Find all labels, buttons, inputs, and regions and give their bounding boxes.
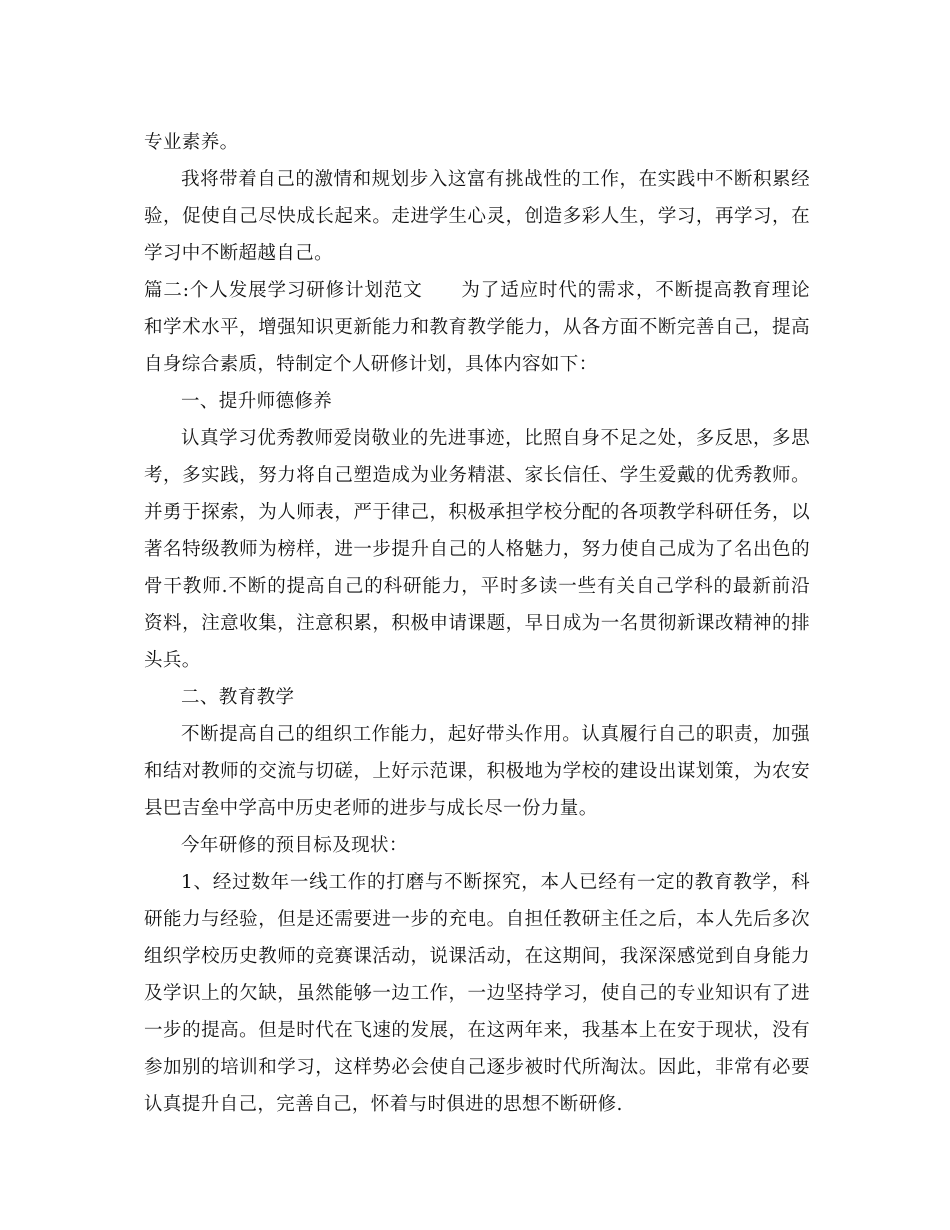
heading-ethics: 一、提升师德修养 xyxy=(181,391,333,412)
paragraph-commitment: 我将带着自己的激情和规划步入这富有挑战性的工作，在实践中不断积累经验，促使自己尽快成长起来。走进学生心灵，创造多彩人生，学习，再学习，在学习中不断超越自己。 xyxy=(144,169,810,264)
paragraph-professional-quality: 专业素养。 xyxy=(144,132,239,153)
paragraph-ethics-body: 认真学习优秀教师爱岗敬业的先进事迹，比照自身不足之处，多反思，多思考，多实践，努力将自己塑造成为业务精湛、家长信任、学生爱戴的优秀教师。并勇于探索，为人师表，严于律己，积极承担学校分配的各项教学科研任务，以著名特级教师为榜样，进一步提升自己的人格魅力，努力使自己成为了名出色的骨干教师.不断的提高自己的科研能力，平时多读一些有关自己学科的最新前沿资料，注意收集，注意积累，积极申请课题，早日成为一名贯彻新课改精神的排头兵。 xyxy=(144,428,810,671)
paragraph-goals-body: 1、经过数年一线工作的打磨与不断探究，本人已经有一定的教育教学，科研能力与经验，但是还需要进一步的充电。自担任教研主任之后，本人先后多次组织学校历史教师的竞赛课活动，说课活动，在这期间，我深深感觉到自身能力及学识上的欠缺，虽然能够一边工作，一边坚持学习，使自己的专业知识有了进一步的提高。但是时代在飞速的发展，在这两年来，我基本上在安于现状，没有参加别的培训和学习，这样势必会使自己逐步被时代所淘汰。因此，非常有必要认真提升自己，完善自己，怀着与时俱进的思想不断研修. xyxy=(144,872,810,1115)
paragraph-article-two-intro: 篇二:个人发展学习研修计划范文 为了适应时代的需求，不断提高教育理论和学术水平，增强知识更新能力和教育教学能力，从各方面不断完善自己，提高自身综合素质，特制定个人研修计划，具体内容如下： xyxy=(144,280,810,375)
paragraph-teaching-body: 不断提高自己的组织工作能力，起好带头作用。认真履行自己的职责，加强和结对教师的交流与切磋，上好示范课，积极地为学校的建设出谋划策，为农安县巴吉垒中学高中历史老师的进步与成长尽一份力量。 xyxy=(144,724,810,819)
heading-teaching: 二、教育教学 xyxy=(181,687,295,708)
heading-goals: 今年研修的预目标及现状： xyxy=(181,835,408,856)
document-page xyxy=(144,124,810,1123)
